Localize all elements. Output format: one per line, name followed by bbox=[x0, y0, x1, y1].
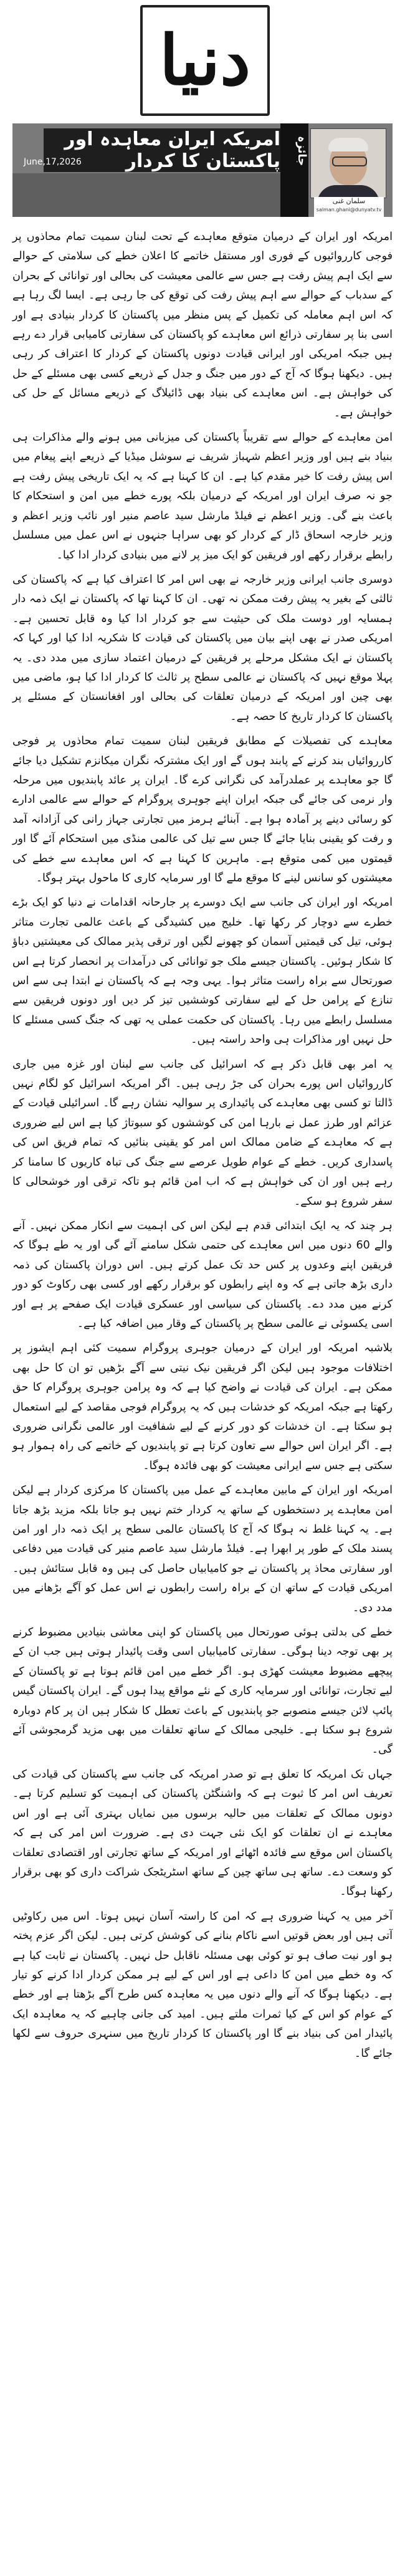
author-hair bbox=[328, 138, 368, 151]
banner-strip bbox=[12, 173, 280, 217]
article-body bbox=[12, 227, 393, 2565]
article-paragraph: بلاشبہ امریکہ اور ایران کے درمیان جوہری پروگرام سمیت کئی اہم ایشوز پر اختلافات موجود ہیں لیکن اگر فریقین نیک نیتی سے آگے بڑھیں تو ان کا حل بھی ممکن ہے۔ ایران کی قیادت نے واضح کیا ہے کہ وہ پرامن جوہری پروگرام کا حق رکھتا ہے جبکہ امریکہ کو خدشات ہیں کہ یہ پروگرام فوجی مقاصد کے لیے استعمال ہو سکتا ہے۔ ان خدشات کو دور کرنے کے لیے شفافیت اور عالمی نگرانی ضروری ہے۔ اگر ایران اس حوالے سے تعاون کرتا ہے تو پابندیوں کے خاتمے کی راہ ہموار ہو سکتی ہے جس سے ایرانی معیشت کو بھی فائدہ ہوگا۔ bbox=[12, 1342, 393, 1472]
author-email: salman.ghani@dunyatv.tv bbox=[314, 207, 384, 217]
article-paragraph: امن معاہدے کے حوالے سے تقریباً پاکستان کی میزبانی میں ہونے والے مذاکرات ہی بنیاد بنے ہیں اور وزیر اعظم شہباز شریف نے سوشل میڈیا کے ذریعے اپنے پیغام میں اس پیش رفت کا خیر مقدم کیا ہے۔ ان کا کہنا ہے کہ یہ ایک تاریخی پیش رفت ہے جو نہ صرف ایران اور امریکہ کے درمیان بلکہ پورے خطے میں امن و استحکام کا باعث بنے گی۔ وزیر اعظم نے فیلڈ مارشل سید عاصم منیر اور نائب وزیر اعظم و وزیر خارجہ اسحاق ڈار کے کردار کو بھی سراہا جنہوں نے اس عمل میں مسلسل رابطے برقرار رکھے اور فریقین کو ایک میز پر لانے میں بنیادی کردار ادا کیا۔ bbox=[12, 431, 393, 562]
author-photo bbox=[310, 128, 386, 198]
article-paragraph: امریکہ اور ایران کی جانب سے ایک دوسرے پر جارحانہ اقدامات نے دنیا کو ایک بڑے خطرے سے دوچار کر رکھا تھا۔ خلیج میں کشیدگی کے باعث عالمی تجارت متاثر ہوئی، تیل کی قیمتیں آسمان کو چھونے لگیں اور ترقی پذیر ممالک کی معیشتیں دباؤ کا شکار ہوئیں۔ پاکستان جیسے ملک جو توانائی کی درآمدات پر انحصار کرتا ہے اس صورتحال سے براہ راست متاثر ہوا۔ یہی وجہ ہے کہ پاکستان نے ابتدا ہی سے اس تنازع کے پرامن حل کے لیے سفارتی کوششیں تیز کر دیں اور دونوں فریقین سے مسلسل رابطے میں رہا۔ پاکستان کی حکمت عملی یہ تھی کہ جنگ کسی مسئلے کا حل نہیں اور مذاکرات ہی واحد راستہ ہیں۔ bbox=[12, 896, 393, 1046]
article-paragraph: امریکہ اور ایران کے درمیان متوقع معاہدے کے تحت لبنان سمیت تمام محاذوں پر فوجی کارروائیوں کے فوری اور مستقل خاتمے کا اعلان خطے کی سلامتی کے حوالے سے ایک اہم پیش رفت ہے جس سے عالمی معیشت کی بحالی اور توانائی کے بحران کے سدباب کے حوالے سے اہم پیش رفت کی توقع کی جا رہی ہے۔ ایسا لگ رہا ہے کہ اس اہم معاملہ کی تکمیل کے پس منظر میں پاکستان کا کردار بنیادی ہے اور اسی بنا پر سفارتی ذرائع اس معاہدے کو پاکستان کی سفارتی کامیابی قرار دے رہے ہیں جبکہ امریکی اور ایرانی قیادت دونوں پاکستان کے کردار کا اعتراف کر رہی ہیں۔ دیکھنا ہوگا کہ آج کے دور میں جنگ و جدل کے ذریعے کسی بھی مسئلے کے حل کی خواہش ہے۔ اس معاہدے کی بنیاد بھی ڈائیلاگ کے ذریعے مسائل کے حل کی خواہش ہے۔ bbox=[12, 231, 393, 419]
article-paragraph: یہ امر بھی قابل ذکر ہے کہ اسرائیل کی جانب سے لبنان اور غزہ میں جاری کارروائیاں اس پورے بحران کی جڑ رہی ہیں۔ اگر امریکہ اسرائیل کو لگام نہیں ڈالتا تو کسی بھی معاہدے کی پائیداری پر سوالیہ نشان رہے گا۔ اسرائیلی قیادت کے عزائم اور طرز عمل نے بارہا امن کی کوششوں کو سبوتاژ کیا ہے اس لیے ضروری ہے کہ معاہدے کے ضامن ممالک اس امر کو یقینی بنائیں کہ تمام فریق اس کی پاسداری کریں۔ خطے کے عوام طویل عرصے سے جنگ کی تباہ کاریوں کا سامنا کر رہے ہیں اور ان کی خواہش ہے کہ اب امن قائم ہو تاکہ ترقی اور خوشحالی کا سفر شروع ہو سکے۔ bbox=[12, 1058, 393, 1208]
author-suit bbox=[317, 185, 379, 198]
column-name: جائزہ bbox=[295, 136, 308, 166]
logo-text: دنیا bbox=[159, 20, 251, 100]
publish-date: June,17,2026 bbox=[24, 157, 82, 167]
article-paragraph: ہر چند کہ یہ ایک ابتدائی قدم ہے لیکن اس کی اہمیت سے انکار ممکن نہیں۔ آنے والے 60 دنوں میں اس معاہدے کی حتمی شکل سامنے آئے گی اور یہ طے ہوگا کہ فریقین اپنے وعدوں پر کس حد تک عمل کرتے ہیں۔ اس دوران پاکستان کی ذمہ داری بڑھ جاتی ہے کہ وہ اپنے رابطوں کو برقرار رکھے اور کسی بھی رکاوٹ کو دور کرنے میں مدد دے۔ پاکستان کی سیاسی اور عسکری قیادت ایک صفحے پر ہے اور اسی یکسوئی نے عالمی سطح پر پاکستان کے وقار میں اضافہ کیا ہے۔ bbox=[12, 1219, 393, 1330]
article-paragraph: امریکہ اور ایران کے مابین معاہدے کے عمل میں پاکستان کا مرکزی کردار ہے لیکن امن معاہدے پر دستخطوں کے ساتھ یہ کردار ختم نہیں ہو جاتا بلکہ مزید بڑھ جاتا ہے۔ یہ کہنا غلط نہ ہوگا کہ آج کا پاکستان عالمی سطح پر ایک ذمہ دار اور امن پسند ملک کے طور پر ابھرا ہے۔ فیلڈ مارشل سید عاصم منیر کی قیادت میں دفاعی اور سفارتی محاذ پر پاکستان نے جو کامیابیاں حاصل کی ہیں وہ قابل ستائش ہیں۔ امریکی قیادت کے ساتھ ان کے براہ راست رابطوں نے اس عمل کو آگے بڑھانے میں مدد دی۔ bbox=[12, 1484, 393, 1614]
column-banner bbox=[12, 123, 393, 217]
article-paragraph: دوسری جانب ایرانی وزیر خارجہ نے بھی اس امر کا اعتراف کیا ہے کہ پاکستان کی ثالثی کے بغیر یہ پیش رفت ممکن نہ تھی۔ ان کا کہنا تھا کہ پاکستان نے ایک ذمہ دار ہمسایہ اور دوست ملک کی حیثیت سے جو کردار ادا کیا وہ قابل تحسین ہے۔ امریکی صدر نے بھی اپنے بیان میں پاکستان کی قیادت کا شکریہ ادا کیا اور کہا کہ پاکستان نے ایک مشکل مرحلے پر فریقین کے درمیان اعتماد سازی میں مدد دی۔ یہ پہلا موقع نہیں کہ پاکستان نے عالمی سطح پر ثالث کا کردار ادا کیا ہو، ماضی میں بھی چین اور امریکہ کے درمیان تعلقات کی بحالی اور افغانستان کے مسئلے پر پاکستان کا کردار تاریخ کا حصہ ہے۔ bbox=[12, 573, 393, 723]
author-name: سلمان غنی bbox=[314, 197, 384, 208]
article-paragraph: خطے کی بدلتی ہوئی صورتحال میں پاکستان کو اپنی معاشی بنیادیں مضبوط کرنے پر بھی توجہ دینا ہوگی۔ سفارتی کامیابیاں اسی وقت پائیدار ہوتی ہیں جب ان کے پیچھے مضبوط معیشت کھڑی ہو۔ اگر خطے میں امن قائم ہوتا ہے تو پاکستان کے لیے تجارت، توانائی اور سرمایہ کاری کے نئے مواقع پیدا ہوں گے۔ ایران پاکستان گیس پائپ لائن جیسے منصوبے جو پابندیوں کے باعث تعطل کا شکار ہیں ان پر کام دوبارہ شروع ہو سکتا ہے۔ خلیجی ممالک کے ساتھ تعلقات میں بھی مزید گرمجوشی آئے گی۔ bbox=[12, 1626, 393, 1756]
article-paragraph: جہاں تک امریکہ کا تعلق ہے تو صدر امریکہ کی جانب سے پاکستان کی قیادت کی تعریف اس امر کا ثبوت ہے کہ واشنگٹن پاکستان کی اہمیت کو تسلیم کرتا ہے۔ دونوں ممالک کے تعلقات میں حالیہ برسوں میں نمایاں بہتری آئی ہے اور اس معاہدے نے ان تعلقات کو ایک نئی جہت دی ہے۔ ضرورت اس امر کی ہے کہ پاکستان اس موقع سے فائدہ اٹھائے اور امریکہ کے ساتھ تجارتی اور اقتصادی تعلقات کو وسعت دے۔ ساتھ ہی ساتھ چین کے ساتھ اسٹریٹجک شراکت داری کو بھی برقرار رکھنا ہوگا۔ bbox=[12, 1768, 393, 1898]
newspaper-logo bbox=[140, 5, 270, 116]
author-glasses bbox=[332, 156, 367, 166]
article-paragraph: معاہدے کی تفصیلات کے مطابق فریقین لبنان سمیت تمام محاذوں پر فوجی کارروائیاں بند کرنے کے پابند ہوں گے اور ایک مشترکہ نگران میکانزم تشکیل دیا جائے گا جو معاہدے پر عملدرآمد کی نگرانی کرے گا۔ ایران پر عائد پابندیوں میں مرحلہ وار نرمی کی جائے گی جبکہ ایران اپنے جوہری پروگرام کے حوالے سے عالمی ادارے کو رسائی دینے پر آمادہ ہوا ہے۔ آبنائے ہرمز میں تجارتی جہاز رانی کی آزادانہ آمد و رفت کو یقینی بنایا جائے گا جس سے تیل کی عالمی منڈی میں استحکام آئے گا اور قیمتوں میں کمی متوقع ہے۔ ماہرین کا کہنا ہے کہ اس معاہدے سے خطے کی معیشتوں کو سانس لینے کا موقع ملے گا اور سرمایہ کاری کا ماحول بہتر ہوگا۔ bbox=[12, 735, 393, 884]
masthead bbox=[0, 0, 405, 115]
article-headline: امریکہ ایران معاہدہ اور پاکستان کا کردار bbox=[44, 128, 280, 172]
article-paragraph: آخر میں یہ کہنا ضروری ہے کہ امن کا راستہ آسان نہیں ہوتا۔ اس میں رکاوٹیں آتی ہیں اور بعض قوتیں اسے ناکام بنانے کی کوشش کرتی ہیں۔ لیکن اگر عزم پختہ ہو اور نیت صاف ہو تو کوئی بھی مسئلہ ناقابل حل نہیں۔ پاکستان نے ثابت کیا ہے کہ وہ خطے میں امن کا داعی ہے اور اس کے لیے ہر ممکن کردار ادا کرنے کو تیار ہے۔ دیکھنا ہوگا کہ آنے والے دنوں میں یہ معاہدہ کس طرح آگے بڑھتا ہے اور خطے کے عوام کو اس کے کیا ثمرات ملتے ہیں۔ امید کی جانی چاہیے کہ یہ معاہدہ ایک پائیدار امن کی بنیاد بنے گا اور پاکستان کا کردار تاریخ میں سنہری حروف سے لکھا جائے گا۔ bbox=[12, 1910, 393, 2060]
